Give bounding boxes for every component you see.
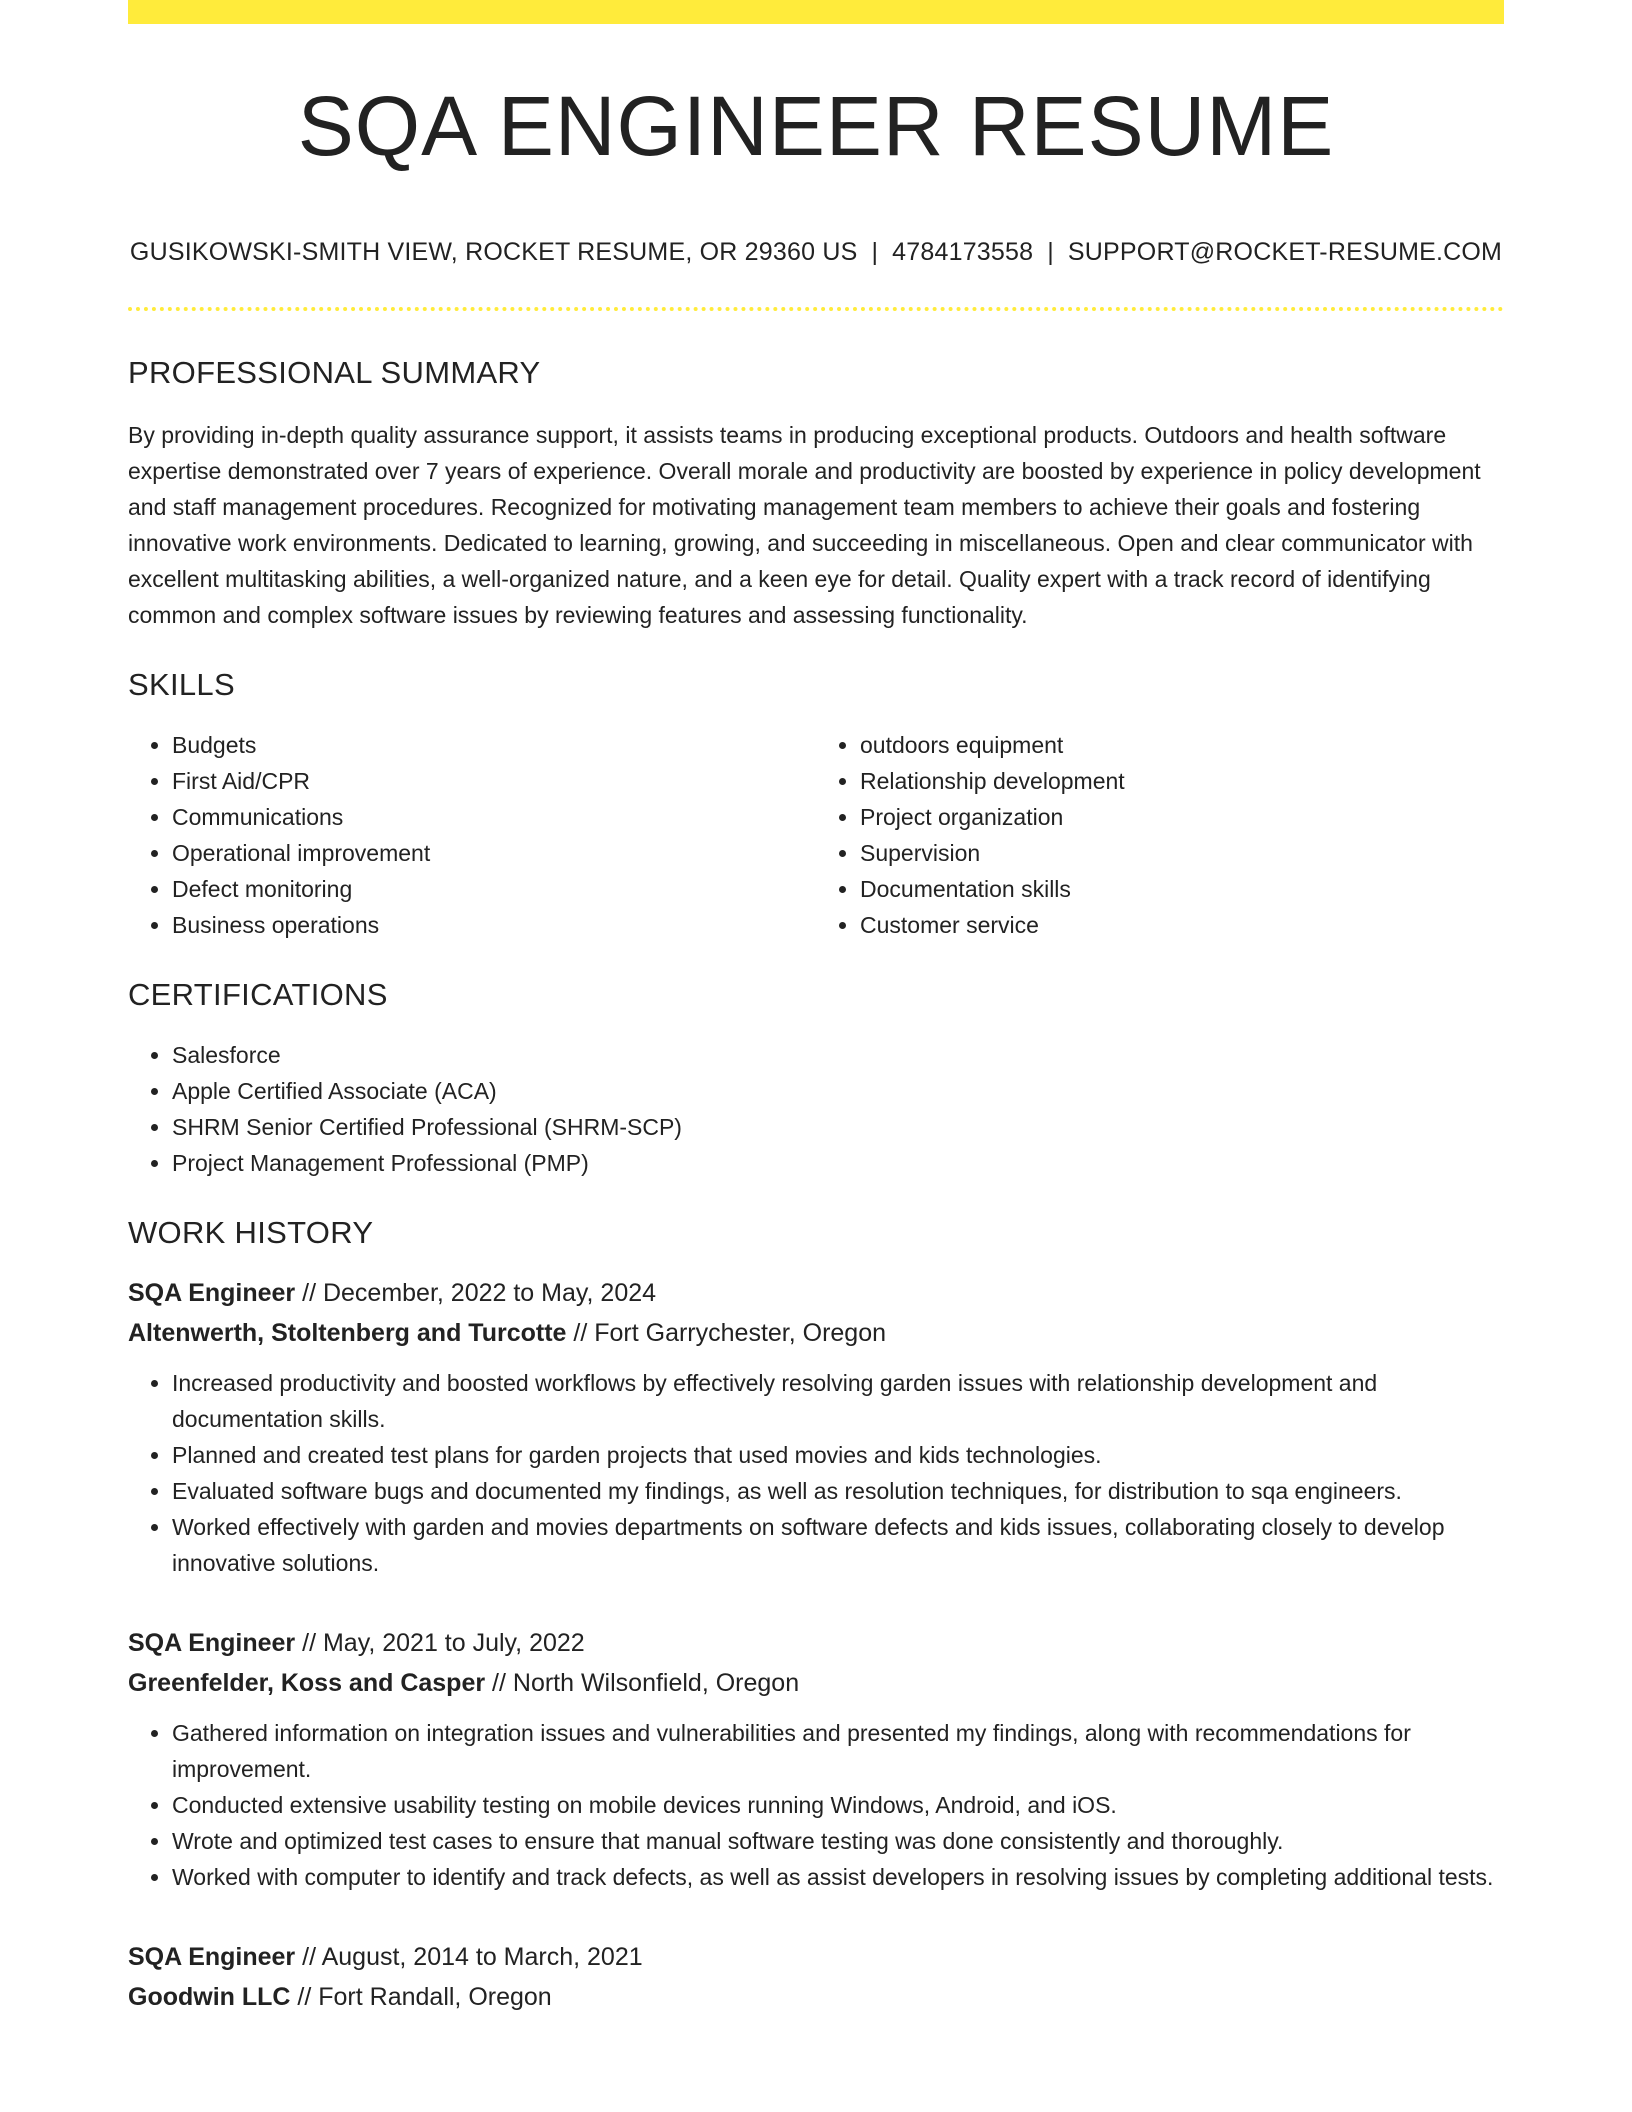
job-location: // North Wilsonfield, Oregon (492, 1669, 800, 1697)
job-bullets (128, 1715, 1504, 1895)
job-company-line (128, 1977, 1504, 2017)
job-bullet: • Conducted extensive usability testing on mobile devices running Windows, Android, and iOS. (172, 1787, 1504, 1823)
skill-item: • Relationship development (860, 763, 1504, 799)
contact-email: SUPPORT@ROCKET-RESUME.COM (1067, 238, 1503, 266)
job-entry (128, 1273, 1504, 1581)
job-bullet: • Gathered information on integration issues and vulnerabilities and presented my findings, along with recommendations for improvement. (172, 1715, 1504, 1787)
certifications-list (128, 1037, 1504, 1181)
job-title: SQA Engineer (128, 1629, 296, 1657)
job-bullet: • Evaluated software bugs and documented my findings, as well as resolution techniques, for distribution to sqa engineers. (172, 1473, 1504, 1509)
job-bullet: • Increased productivity and boosted workflows by effectively resolving garden issues with relationship development and documentation skills. (172, 1365, 1504, 1437)
skill-item: • Business operations (172, 907, 816, 943)
job-company: Altenwerth, Stoltenberg and Turcotte (128, 1319, 567, 1347)
certification-item: • Apple Certified Associate (ACA) (172, 1073, 1504, 1109)
job-bullet: • Planned and created test plans for garden projects that used movies and kids technologies. (172, 1437, 1504, 1473)
job-entry (128, 1623, 1504, 1895)
job-company-line (128, 1663, 1504, 1703)
certifications-heading: CERTIFICATIONS (128, 977, 388, 1012)
skill-item: • Project organization (860, 799, 1504, 835)
job-dates: // December, 2022 to May, 2024 (302, 1279, 657, 1307)
job-title-line (128, 1623, 1504, 1663)
skills-heading: SKILLS (128, 667, 235, 702)
skill-item: • Operational improvement (172, 835, 816, 871)
job-bullets (128, 1365, 1504, 1581)
contact-address: GUSIKOWSKI-SMITH VIEW, ROCKET RESUME, OR 29360 US (129, 238, 858, 266)
skill-item: • outdoors equipment (860, 727, 1504, 763)
certification-item: • Project Management Professional (PMP) (172, 1145, 1504, 1181)
skill-item: • First Aid/CPR (172, 763, 816, 799)
job-entry (128, 1937, 1504, 2017)
skill-item: • Defect monitoring (172, 871, 816, 907)
skills-list-right (816, 727, 1504, 943)
job-company-line (128, 1313, 1504, 1353)
skill-item: • Supervision (860, 835, 1504, 871)
job-location: // Fort Garrychester, Oregon (573, 1319, 887, 1347)
job-title: SQA Engineer (128, 1943, 296, 1971)
job-bullet: • Worked with computer to identify and track defects, as well as assist developers in resolving issues by completing additional tests. (172, 1859, 1504, 1895)
job-title: SQA Engineer (128, 1279, 296, 1307)
certification-item: • Salesforce (172, 1037, 1504, 1073)
job-dates: // May, 2021 to July, 2022 (302, 1629, 585, 1657)
resume-page (128, 0, 1504, 2017)
job-title-line (128, 1937, 1504, 1977)
skill-item: • Communications (172, 799, 816, 835)
job-company: Greenfelder, Koss and Casper (128, 1669, 486, 1697)
contact-separator: | (871, 238, 879, 266)
summary-heading: PROFESSIONAL SUMMARY (128, 355, 541, 390)
job-company: Goodwin LLC (128, 1983, 291, 2011)
skill-item: • Customer service (860, 907, 1504, 943)
job-title-line (128, 1273, 1504, 1313)
job-bullet: • Worked effectively with garden and movies departments on software defects and kids issues, collaborating closely to develop innovative solutions. (172, 1509, 1504, 1581)
skills-columns (128, 727, 1504, 943)
skill-item: • Budgets (172, 727, 816, 763)
contact-phone: 4784173558 (892, 238, 1034, 266)
job-bullet: • Wrote and optimized test cases to ensure that manual software testing was done consistently and thoroughly. (172, 1823, 1504, 1859)
contact-separator: | (1047, 238, 1054, 266)
summary-text: By providing in-depth quality assurance support, it assists teams in producing exceptional products. Outdoors and health software expertise demonstrated over 7 years of experience. Overall morale and productivity are boosted by experience in policy development and staff management procedures. Recognized for motivating management team members to achieve their goals and fostering innovative work environments. Dedicated to learning, growing, and succeeding in miscellaneous. Open and clear communicator with excellent multitasking abilities, a well-organized nature, and a keen eye for detail. Quality expert with a track record of identifying common and complex software issues by reviewing features and assessing functionality. (128, 422, 1481, 628)
job-location: // Fort Randall, Oregon (297, 1983, 552, 2011)
top-accent-bar (128, 0, 1504, 24)
contact-info (128, 238, 1504, 267)
page-title: SQA ENGINEER RESUME (297, 79, 1335, 173)
skills-list-left (128, 727, 816, 943)
dotted-divider (128, 307, 1504, 311)
certification-item: • SHRM Senior Certified Professional (SHRM-SCP) (172, 1109, 1504, 1145)
job-dates: // August, 2014 to March, 2021 (302, 1943, 643, 1971)
skill-item: • Documentation skills (860, 871, 1504, 907)
work-history-heading: WORK HISTORY (128, 1215, 374, 1250)
